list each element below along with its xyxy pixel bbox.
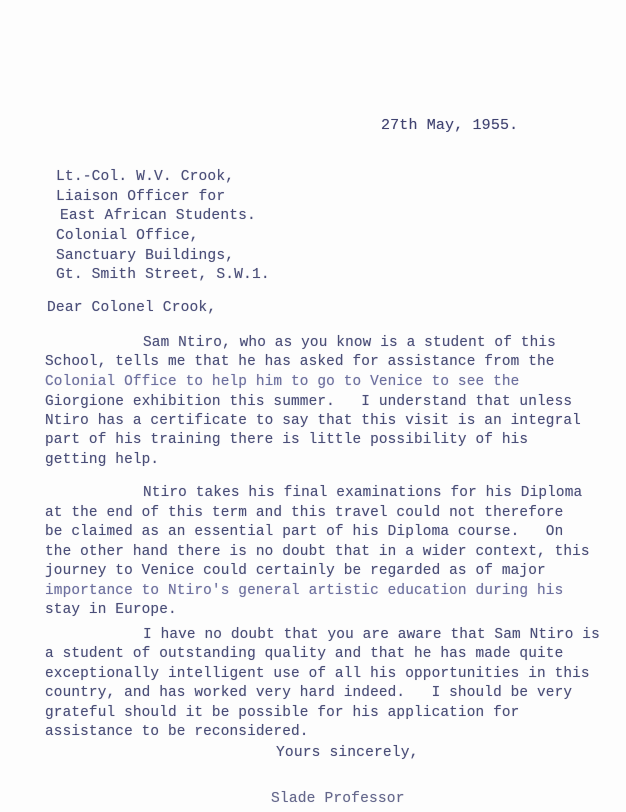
paragraph1-line: getting help. [45,452,160,468]
paragraph2-line: journey to Venice could certainly be regarded as of major [45,563,546,579]
recipient-name: Lt.-Col. W.V. Crook, [56,169,235,185]
salutation: Dear Colonel Crook, [47,300,217,316]
recipient-building: Sanctuary Buildings, [56,248,235,264]
recipient-department: East African Students. [60,208,256,224]
paragraph3-line: I have no doubt that you are aware that Sam Ntiro is [143,627,600,643]
paragraph2-line: be claimed as an essential part of his Diploma course. On [45,524,564,540]
paragraph1-line: Giorgione exhibition this summer. I understand that unless [45,394,573,410]
recipient-street: Gt. Smith Street, S.W.1. [56,267,270,283]
paragraph1-line: Colonial Office to help him to go to Venice to see the [45,374,520,390]
paragraph3-line: exceptionally intelligent use of all his opportunities in this [45,666,590,682]
paragraph2-line: the other hand there is no doubt that in a wider context, this [45,544,590,560]
paragraph2-line: at the end of this term and this travel could not therefore [45,505,564,521]
paragraph2-line: stay in Europe. [45,602,177,618]
paragraph3-line: a student of outstanding quality and that he has made quite [45,646,564,662]
signature-title: Slade Professor [271,791,405,807]
paragraph2-line: Ntiro takes his final examinations for his Diploma [143,485,583,501]
paragraph3-line: assistance to be reconsidered. [45,724,309,740]
closing: Yours sincerely, [276,745,419,761]
paragraph3-line: country, and has worked very hard indeed. I should be very [45,685,573,701]
paragraph2-line: importance to Ntiro's general artistic education during his [45,583,564,599]
paragraph1-line: Ntiro has a certificate to say that this visit is an integral [45,413,581,429]
recipient-title: Liaison Officer for [56,189,226,205]
paragraph1-line: School, tells me that he has asked for assistance from the [45,354,555,370]
paragraph1-line: part of his training there is little possibility of his [45,432,529,448]
paragraph3-line: grateful should it be possible for his application for [45,705,520,721]
recipient-office: Colonial Office, [56,228,199,244]
letter-date: 27th May, 1955. [381,117,519,134]
paragraph1-line: Sam Ntiro, who as you know is a student of this [143,335,556,351]
